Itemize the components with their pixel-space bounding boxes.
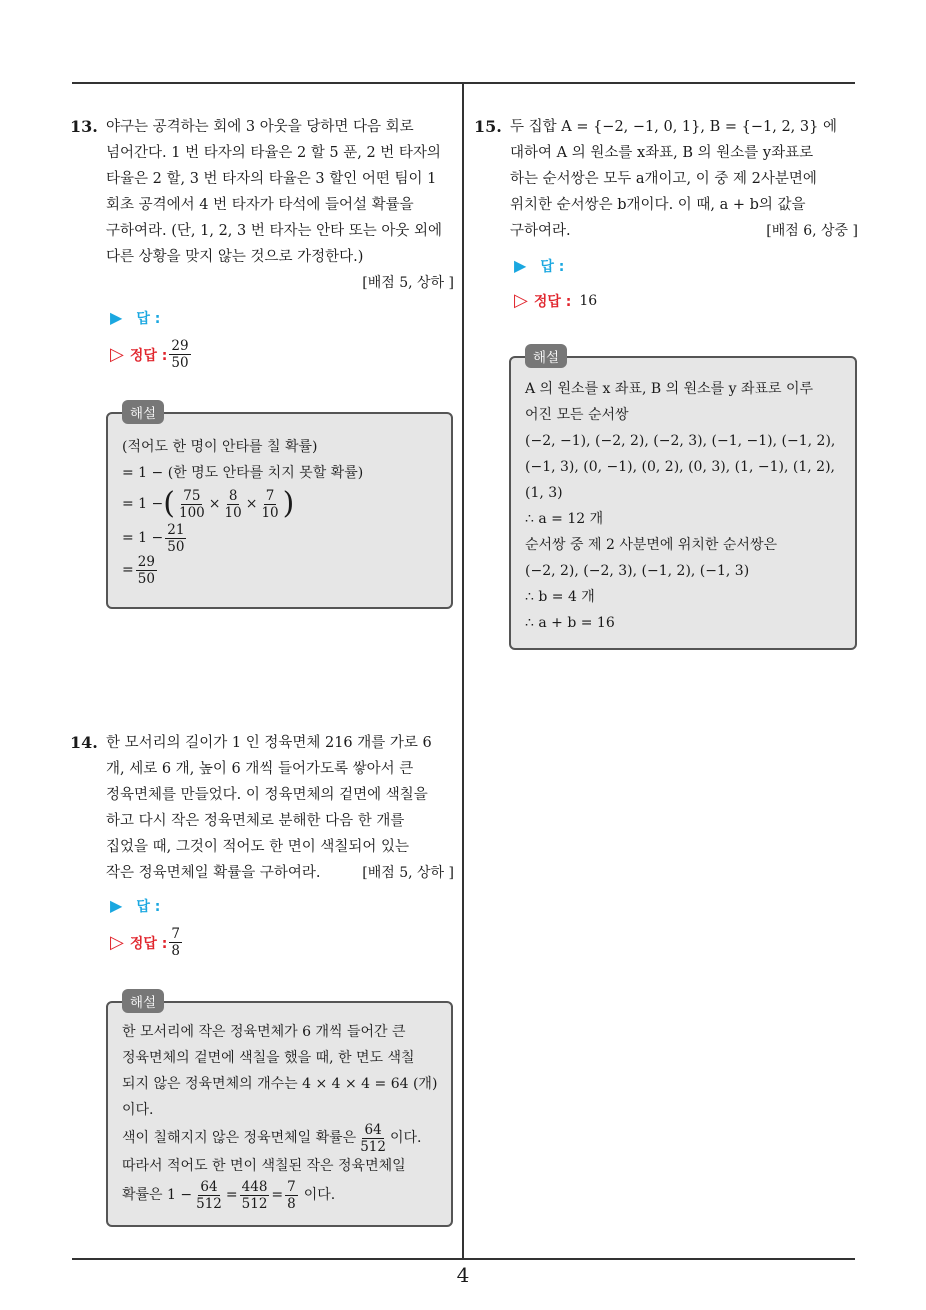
fraction — [285, 1179, 298, 1212]
text-line: 대하여 A 의 원소를 x좌표, B 의 원소를 y좌표로 — [510, 145, 814, 161]
denominator: 512 — [241, 1195, 268, 1212]
text-line: 위치한 순서쌍은 b개이다. 이 때, a + b의 값을 — [510, 197, 806, 213]
expr-prefix: = 1 − — [122, 496, 164, 512]
score-meta: [배점 6, 상중 ] — [766, 223, 858, 239]
problem-text — [510, 114, 858, 244]
text-line: 야구는 공격하는 회에 3 아웃을 당하면 다음 회로 — [106, 119, 414, 135]
solution-line — [122, 522, 441, 554]
column-divider — [462, 83, 464, 1259]
problem-15 — [474, 114, 858, 244]
text-line: 구하여라. — [510, 223, 571, 239]
fraction — [259, 488, 280, 521]
numerator: 75 — [183, 487, 201, 504]
problem-13 — [70, 114, 454, 296]
solution-line: 정육면체의 겉면에 색칠을 했을 때, 한 면도 색칠 — [122, 1050, 415, 1066]
right-paren: ) — [282, 486, 295, 521]
answer-arrow-icon: ▶ — [514, 256, 527, 275]
denominator: 8 — [287, 1195, 296, 1212]
solution-line: (−1, 3), (0, −1), (0, 2), (0, 3), (1, −1), (1, 2), — [525, 459, 835, 475]
correct-answer-14 — [110, 926, 184, 959]
solution-line — [122, 486, 441, 522]
solution-line: (1, 3) — [525, 485, 563, 501]
problem-text — [106, 730, 454, 886]
text-line: 하는 순서쌍은 모두 a개이고, 이 중 제 2사분면에 — [510, 171, 817, 187]
outline-triangle-icon: ▷ — [514, 290, 528, 311]
top-rule — [72, 82, 855, 84]
text-line: 집었을 때, 그것이 적어도 한 면이 색칠되어 있는 — [106, 839, 410, 855]
numerator: 7 — [171, 926, 180, 942]
answer-label: 답 : — [136, 899, 161, 915]
solution-line: ∴ a = 12 개 — [525, 511, 604, 527]
correct-label: 정답 : — [533, 293, 572, 310]
solution-line — [122, 1179, 441, 1211]
answer-row-15[interactable] — [514, 256, 564, 284]
score-meta: [배점 5, 상하 ] — [362, 275, 454, 291]
correct-answer-15 — [514, 290, 597, 311]
expr-prefix: = 1 − — [122, 530, 164, 546]
equals-sign: = — [271, 1187, 284, 1203]
expr-suffix: 이다. — [389, 1130, 422, 1146]
outline-triangle-icon: ▷ — [110, 932, 124, 953]
expr-prefix: = — [122, 562, 134, 578]
text-line: 작은 정육면체일 확률을 구하여라. — [106, 865, 321, 881]
solution-box-14 — [106, 995, 453, 1227]
numerator: 8 — [228, 487, 238, 504]
solution-line — [122, 554, 441, 586]
text-line: 타율은 2 할, 3 번 타자의 타율은 3 할인 어떤 팀이 1 — [106, 171, 437, 187]
numerator: 29 — [171, 338, 189, 354]
solution-line: 어진 모든 순서쌍 — [525, 407, 629, 423]
text-line: 회초 공격에서 4 번 타자가 타석에 들어설 확률을 — [106, 197, 414, 213]
solution-line: 한 모서리에 작은 정육면체가 6 개씩 들어간 큰 — [122, 1024, 406, 1040]
fraction — [223, 488, 244, 521]
denominator: 512 — [196, 1195, 222, 1212]
numerator: 64 — [364, 1121, 382, 1138]
solution-line: 순서쌍 중 제 2 사분면에 위치한 순서쌍은 — [525, 537, 777, 553]
denominator: 10 — [224, 504, 242, 521]
answer-arrow-icon: ▶ — [110, 308, 123, 327]
numerator: 448 — [241, 1178, 268, 1195]
answer-row-14[interactable] — [110, 896, 160, 924]
text-line: 구하여라. (단, 1, 2, 3 번 타자는 안타 또는 아웃 외에 — [106, 223, 442, 239]
solution-line: 이다. — [122, 1102, 154, 1118]
fraction — [165, 522, 186, 555]
correct-answer-13 — [110, 338, 193, 371]
solution-line: A 의 원소를 x 좌표, B 의 원소를 y 좌표로 이루 — [525, 381, 814, 397]
expr-prefix: 색이 칠해지지 않은 정육면체일 확률은 — [122, 1130, 357, 1146]
text-line: 다른 상황을 맞지 않는 것으로 가정한다.) — [106, 249, 364, 265]
correct-label: 정답 : — [129, 347, 168, 364]
solution-line: ∴ a + b = 16 — [525, 615, 615, 631]
solution-line — [122, 1123, 441, 1153]
solution-line: ∴ b = 4 개 — [525, 589, 595, 605]
numerator: 29 — [137, 553, 155, 570]
answer-arrow-icon: ▶ — [110, 896, 123, 915]
denominator: 512 — [360, 1138, 386, 1155]
answer-label: 답 : — [540, 259, 565, 275]
numerator: 64 — [200, 1178, 218, 1195]
solution-tag: 해설 — [122, 400, 164, 424]
page-number: 4 — [456, 1263, 470, 1287]
solution-tag: 해설 — [525, 344, 567, 368]
solution-tag: 해설 — [122, 989, 164, 1013]
score-meta: [배점 5, 상하 ] — [362, 865, 454, 881]
problem-number: 14. — [70, 733, 98, 752]
equals-sign: = — [225, 1187, 238, 1203]
fraction — [358, 1122, 388, 1155]
answer-label: 답 : — [136, 311, 161, 327]
text-line: 정육면체를 만들었다. 이 정육면체의 겉면에 색칠을 — [106, 787, 428, 803]
denominator: 50 — [171, 355, 189, 371]
text-line: 하고 다시 작은 정육면체로 분해한 다음 한 개를 — [106, 813, 405, 829]
denominator: 8 — [171, 943, 180, 959]
denominator: 10 — [261, 504, 279, 521]
problem-text — [106, 114, 454, 270]
fraction — [177, 488, 207, 521]
denominator: 50 — [167, 538, 185, 555]
solution-line: (−2, 2), (−2, 3), (−1, 2), (−1, 3) — [525, 563, 750, 579]
problem-number: 15. — [474, 117, 502, 136]
correct-value: 16 — [579, 292, 598, 309]
solution-line: = 1 − (한 명도 안타를 치지 못할 확률) — [122, 465, 364, 481]
expr-prefix: 확률은 1 − — [122, 1187, 193, 1203]
solution-line: (적어도 한 명이 안타를 칠 확률) — [122, 439, 318, 455]
solution-line: 되지 않은 정육면체의 개수는 4 × 4 × 4 = 64 (개) — [122, 1076, 438, 1092]
fraction — [136, 554, 157, 587]
times-sign: × — [245, 496, 258, 512]
solution-box-13 — [106, 406, 453, 609]
text-line: 두 집합 A = {−2, −1, 0, 1}, B = {−1, 2, 3} 에 — [510, 119, 837, 135]
fraction — [194, 1179, 224, 1212]
correct-fraction — [169, 338, 190, 371]
bottom-rule — [72, 1258, 855, 1260]
expr-suffix: 이다. — [303, 1187, 336, 1203]
numerator: 7 — [265, 487, 275, 504]
text-line: 넘어간다. 1 번 타자의 타율은 2 할 5 푼, 2 번 타자의 — [106, 145, 441, 161]
fraction — [240, 1179, 270, 1212]
left-paren: ( — [163, 486, 175, 521]
denominator: 50 — [137, 570, 155, 587]
numerator: 7 — [287, 1178, 296, 1195]
solution-line: (−2, −1), (−2, 2), (−2, 3), (−1, −1), (−1, 2), — [525, 433, 836, 449]
correct-fraction — [169, 926, 182, 959]
problem-number: 13. — [70, 117, 98, 136]
numerator: 21 — [167, 521, 185, 538]
text-line: 한 모서리의 길이가 1 인 정육면체 216 개를 가로 6 — [106, 735, 432, 751]
solution-line: 따라서 적어도 한 면이 색칠된 작은 정육면체일 — [122, 1158, 406, 1174]
problem-14 — [70, 730, 454, 886]
answer-row-13[interactable] — [110, 308, 160, 336]
solution-box-15 — [509, 350, 857, 650]
outline-triangle-icon: ▷ — [110, 344, 124, 365]
denominator: 100 — [179, 504, 205, 521]
text-line: 개, 세로 6 개, 높이 6 개씩 들어가도록 쌓아서 큰 — [106, 761, 414, 777]
times-sign: × — [208, 496, 221, 512]
correct-label: 정답 : — [129, 935, 168, 952]
